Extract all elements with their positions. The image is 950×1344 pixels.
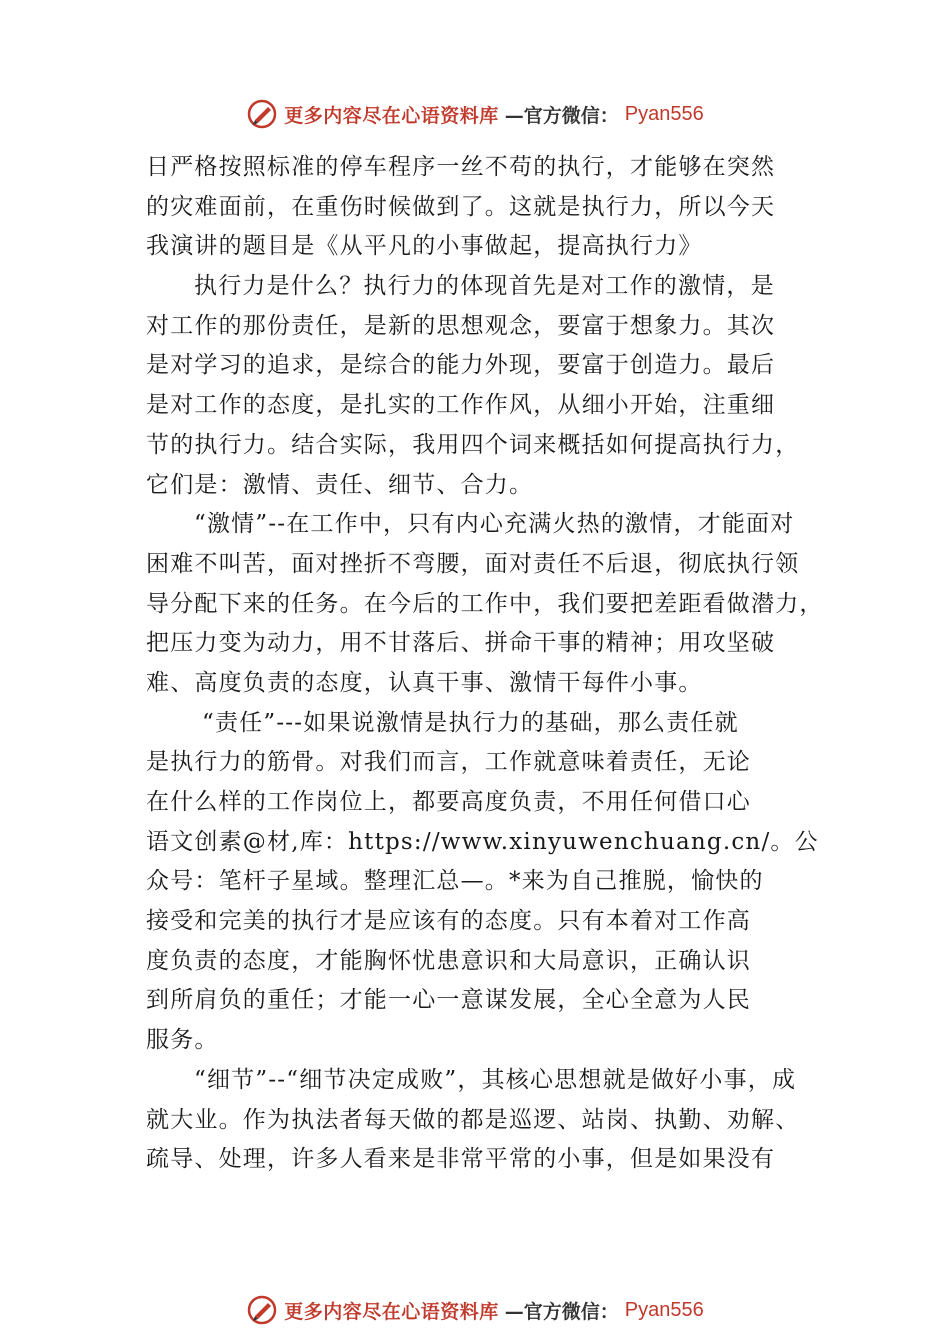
text-line: 众号：笔杆子星域。整理汇总—。*来为自己推脱，愉快的 (146, 868, 764, 895)
text-line: 服务。 (146, 1027, 219, 1054)
text-line: 的灾难面前，在重伤时候做到了。这就是执行力，所以今天 (146, 193, 776, 220)
document-body (146, 148, 846, 1180)
text-line: 就大业。作为执法者每天做的都是巡逻、站岗、执勤、劝解、 (146, 1106, 800, 1133)
text-line: 对工作的那份责任，是新的思想观念，要富于想象力。其次 (146, 312, 776, 339)
banner-text-dark: —官方微信： (504, 104, 619, 127)
text-line: 是对工作的态度，是扎实的工作作风，从细小开始，注重细 (146, 392, 776, 419)
logo-icon (246, 98, 278, 130)
text-line: 节的执行力。结合实际，我用四个词来概括如何提高执行力， (146, 431, 800, 458)
text-line: 在什么样的工作岗位上，都要高度负责，不用任何借口心 (146, 789, 751, 815)
text-line: 到所肩负的重任；才能一心一意谋发展，全心全意为人民 (146, 987, 751, 1014)
paragraph-start-line: 执行力是什么？执行力的体现首先是对工作的激情，是 (194, 273, 775, 300)
text-line: 疏导、处理，许多人看来是非常平常的小事，但是如果没有 (146, 1146, 776, 1173)
paragraph-start-line: “细节”--“细节决定成败”，其核心思想就是做好小事，成 (194, 1066, 797, 1093)
footer-banner (0, 1290, 950, 1330)
text-line: 困难不叫苦，面对挫折不弯腰，面对责任不后退，彻底执行领 (146, 550, 800, 577)
text-line: 接受和完美的执行才是应该有的态度。只有本着对工作高 (146, 908, 751, 935)
logo-icon (246, 1294, 278, 1326)
banner-text-dark: —官方微信： (504, 1300, 619, 1323)
text-line: 是对学习的追求，是综合的能力外现，要富于创造力。最后 (146, 352, 776, 379)
text-line: 度负责的态度，才能胸怀忧患意识和大局意识，正确认识 (146, 947, 751, 974)
banner-wechat-id: Pyan556 (624, 102, 704, 125)
text-line: 导分配下来的任务。在今后的工作中，我们要把差距看做潜力， (146, 590, 824, 617)
banner-text-red: 更多内容尽在心语资料库 (284, 1300, 499, 1323)
header-banner (0, 94, 950, 134)
text-line: 把压力变为动力，用不甘落后、拼命干事的精神；用攻坚破 (146, 630, 776, 657)
text-line: 它们是：激情、责任、细节、合力。 (146, 471, 534, 498)
banner-text-red: 更多内容尽在心语资料库 (284, 104, 499, 127)
paragraph-start-line: “激情”--在工作中，只有内心充满火热的激情，才能面对 (194, 511, 795, 538)
banner-wechat-id: Pyan556 (624, 1298, 704, 1321)
text-line: 是执行力的筋骨。对我们而言，工作就意味着责任，无论 (146, 749, 751, 776)
text-line: 日严格按照标准的停车程序一丝不苟的执行，才能够在突然 (146, 154, 776, 180)
text-line: 难、高度负责的态度，认真干事、激情干每件小事。 (146, 669, 703, 696)
text-line: 我演讲的题目是《从平凡的小事做起，提高执行力》 (146, 233, 703, 260)
paragraph-start-line: “责任”---如果说激情是执行力的基础，那么责任就 (202, 709, 739, 736)
text-line: 语文创素@材,库：https://www.xinyuwenchuang.cn/。公 (146, 828, 819, 855)
